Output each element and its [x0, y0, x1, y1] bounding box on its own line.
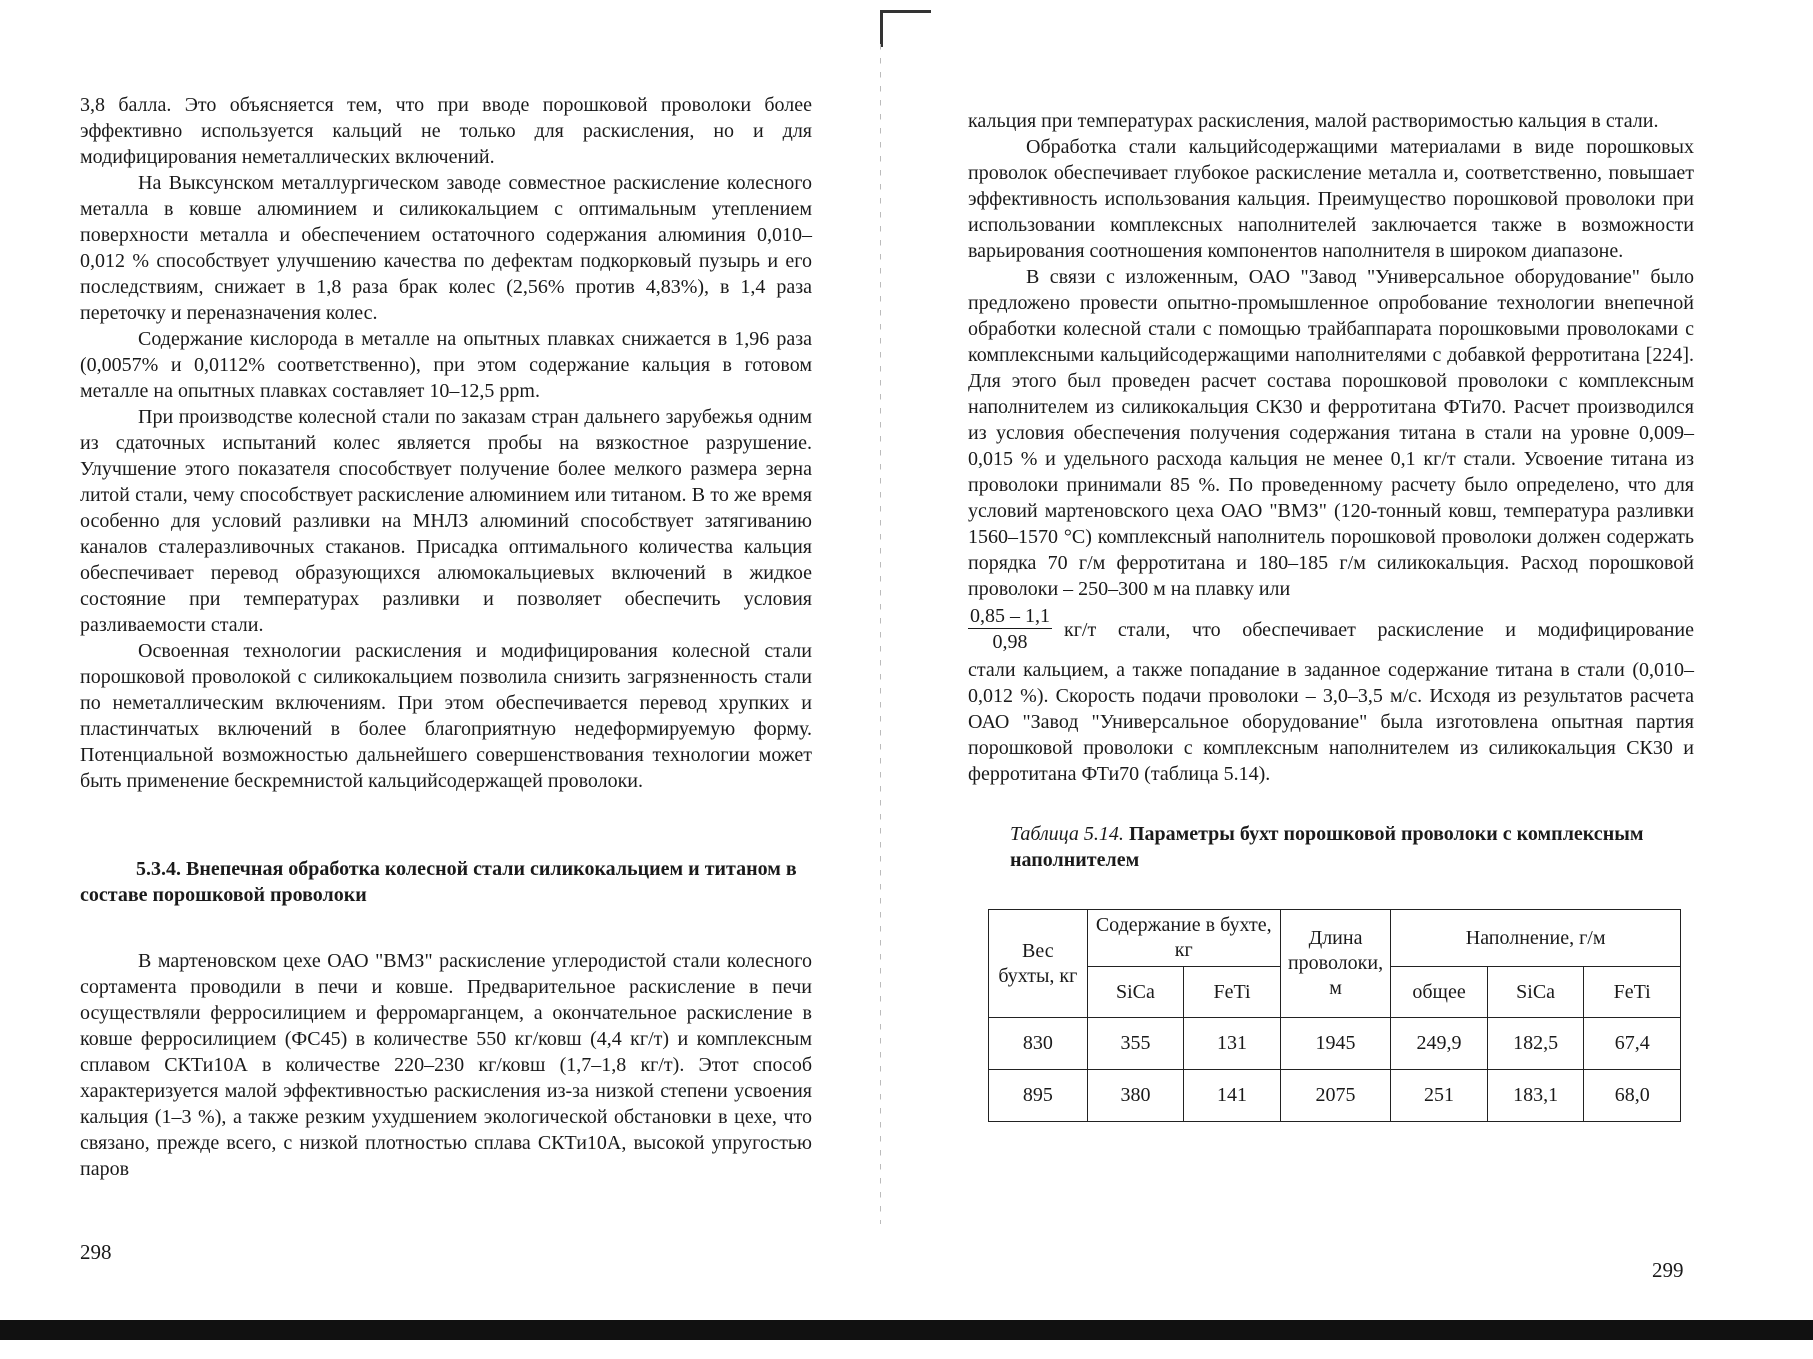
section-heading: 5.3.4. Внепечная обработка колесной стали силикокальцием и титаном в составе порошковой проволоки	[80, 858, 797, 906]
page-number: 299	[1652, 1258, 1684, 1282]
header-weight: Вес бухты, кг	[989, 910, 1088, 1018]
paragraph: 3,8 балла. Это объясняется тем, что при вводе порошковой проволоки более эффективно используется кальций не только для раскисления, но и для модифицирования неметаллических включений.	[80, 94, 812, 168]
page-number: 298	[80, 1240, 112, 1264]
right-text-column	[968, 108, 1694, 1122]
table-cell: 182,5	[1487, 1018, 1584, 1070]
table-cell: 141	[1184, 1070, 1281, 1122]
paragraph: Обработка стали кальцийсодержащими материалами в виде порошковых проволок обеспечивает глубокое раскисление металла и, соответственно, повышает эффективность использования кальция. Преимущество порошковой проволоки при использовании комплексных наполнителей заключается также в возможности варьирования соотношения компонентов наполнителя в широком диапазоне.	[968, 136, 1694, 262]
table-caption-number: Таблица 5.14.	[1010, 823, 1124, 845]
paragraph: кальция при температурах раскисления, малой растворимостью кальция в стали.	[968, 110, 1659, 132]
fraction-denominator: 0,98	[992, 631, 1028, 653]
table-caption	[1010, 821, 1694, 873]
table-cell: 251	[1391, 1070, 1488, 1122]
header-length: Длина проволоки, м	[1280, 910, 1391, 1018]
table-cell: 131	[1184, 1018, 1281, 1070]
header-total: общее	[1391, 967, 1488, 1018]
header-feti: FeTi	[1184, 967, 1281, 1018]
table-cell: 895	[989, 1070, 1088, 1122]
table-cell: 830	[989, 1018, 1088, 1070]
table-cell: 67,4	[1584, 1018, 1681, 1070]
paragraph: На Выксунском металлургическом заводе совместное раскисление колесного металла в ковше алюминием и силикокальцием с оптимальным утеплением поверхности металла и обеспечением остаточного содержания алюминия 0,010–0,012 % способствует улучшению качества по дефектам подкорковый пузырь и его последствиям, снижает в 1,8 раза брак колес (2,56% против 4,83%), в 1,4 раза переточку и переназначения колес.	[80, 172, 812, 324]
table-cell: 355	[1087, 1018, 1184, 1070]
table-cell: 380	[1087, 1070, 1184, 1122]
fraction-line	[968, 604, 1694, 655]
paragraph: Освоенная технологии раскисления и модифицирования колесной стали порошковой проволокой с силикокальцием позволила снизить загрязненность стали по неметаллическим включениям. При этом обеспечивается перевод хрупких и пластинчатых включений в более благоприятную недеформируемую форму. Потенциальной возможностью дальнейшего совершенствования технологии может быть применение бескремнистой кальцийсодержащей проволоки.	[80, 640, 812, 792]
fraction	[968, 604, 1052, 655]
fraction-line-text: кг/т стали, что обеспечивает раскисление и модифицирование	[1064, 618, 1694, 641]
table-row	[989, 1018, 1681, 1070]
fraction-numerator: 0,85 – 1,1	[970, 605, 1050, 627]
paragraph: При производстве колесной стали по заказам стран дальнего зарубежья одним из сдаточных испытаний колес является пробы на вязкостное разрушение. Улучшение этого показателя способствует получение более мелкого размера зерна литой стали, чему способствует раскисление алюминием или титаном. В то же время особенно для условий разливки на МНЛЗ алюминий способствует затягиванию каналов сталеразливочных стаканов. Присадка оптимального количества кальция обеспечивает перевод образующихся алюмокальциевых включений в жидкое состояние при температурах разливки и позволяет обеспечить условия разливаемости стали.	[80, 406, 812, 636]
table-header-row	[989, 910, 1681, 967]
table-cell: 249,9	[1391, 1018, 1488, 1070]
left-text-column	[80, 92, 812, 1182]
right-page	[880, 0, 1813, 1320]
header-sica-fill: SiCa	[1487, 967, 1584, 1018]
scan-edge-bar	[0, 1320, 1813, 1340]
table-cell: 1945	[1280, 1018, 1391, 1070]
header-feti-fill: FeTi	[1584, 967, 1681, 1018]
paragraph: Содержание кислорода в металле на опытных плавках снижается в 1,96 раза (0,0057% и 0,0112% соответственно), при этом содержание кальция в готовом металле на опытных плавках составляет 10–12,5 ppm.	[80, 328, 812, 402]
table-caption-title: Параметры бухт порошковой проволоки с комплексным наполнителем	[1010, 823, 1644, 871]
paragraph: стали кальцием, а также попадание в заданное содержание титана в стали (0,010–0,012 %). Скорость подачи проволоки – 3,0–3,5 м/с. Исходя из результатов расчета ОАО "Завод "Универсальное оборудование" была изготовлена опытная партия порошковой проволоки с комплексным наполнителем из силикокальция СК30 и ферротитана ФТи70 (таблица 5.14).	[968, 659, 1694, 785]
header-fill: Наполнение, г/м	[1391, 910, 1681, 967]
left-page	[0, 0, 870, 1320]
table-cell: 183,1	[1487, 1070, 1584, 1122]
wire-coil-parameters-table	[988, 909, 1681, 1122]
paragraph: В связи с изложенным, ОАО "Завод "Универсальное оборудование" было предложено провести опытно-промышленное опробование технологии внепечной обработки колесной стали с помощью трайбаппарата порошковыми проволоками с комплексными кальцийсодержащими наполнителями с добавкой ферротитана [224]. Для этого был проведен расчет состава порошковой проволоки с комплексным наполнителем из силикокальция СК30 и ферротитана ФТи70. Расчет производился из условия обеспечения получения содержания титана в стали на уровне 0,009–0,015 % и удельного расхода кальция не менее 0,1 кг/т стали. Усвоение титана из проволоки принимали 85 %. По проведенному расчету было определено, что для условий мартеновского цеха ОАО "ВМЗ" (120-тонный ковш, температура разливки 1560–1570 °С) комплексный наполнитель порошковой проволоки должен содержать порядка 70 г/м ферротитана и 180–185 г/м силикокальция. Расход порошковой проволоки – 250–300 м на плавку или	[968, 266, 1694, 600]
table-cell: 68,0	[1584, 1070, 1681, 1122]
header-content: Содержание в бухте, кг	[1087, 910, 1280, 967]
table-row	[989, 1070, 1681, 1122]
table-cell: 2075	[1280, 1070, 1391, 1122]
paragraph: В мартеновском цехе ОАО "ВМЗ" раскисление углеродистой стали колесного сортамента проводили в печи и ковше. Предварительное раскисление в печи осуществляли ферросилицием и ферромарганцем, а окончательное раскисление в ковше ферросилицием (ФС45) в количестве 550 кг/ковш (4,4 кг/т) и комплексным сплавом СКТи10А в количестве 220–230 кг/ковш (1,7–1,8 кг/т). Этот способ характеризуется малой эффективностью раскисления из-за низкой степени усвоения кальция (1–3 %), а также резким ухудшением экологической обстановки в цехе, что связано, прежде всего, с низкой плотностью сплава СКТи10А, высокой упругостью паров	[80, 950, 812, 1180]
header-sica: SiCa	[1087, 967, 1184, 1018]
